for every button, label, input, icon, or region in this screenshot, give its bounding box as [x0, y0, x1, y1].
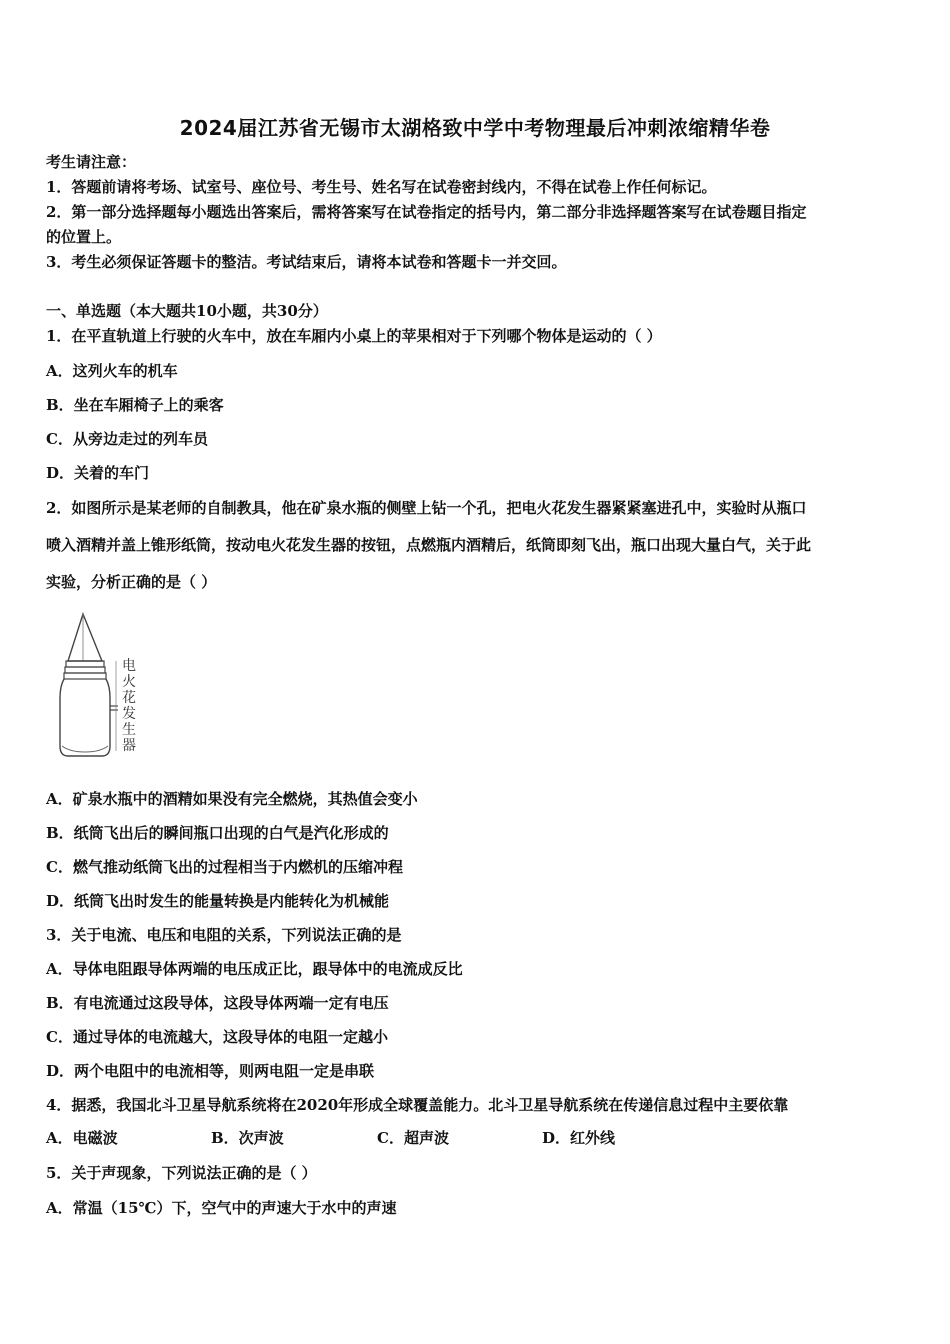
- question-1-stem: 1．在平直轨道上行驶的火车中，放在车厢内小桌上的苹果相对于下列哪个物体是运动的（ ）: [46, 327, 662, 345]
- question-2-option-c: C．燃气推动纸筒飞出的过程相当于内燃机的压缩冲程: [46, 858, 403, 876]
- question-3-option-a: A．导体电阻跟导体两端的电压成正比，跟导体中的电流成反比: [46, 960, 463, 978]
- question-3-stem: 3．关于电流、电压和电阻的关系，下列说法正确的是: [46, 926, 402, 944]
- question-1-option-c: C．从旁边走过的列车员: [46, 430, 208, 448]
- question-4-option-d: D．红外线: [542, 1129, 616, 1147]
- figure-label: 电火花发生器: [122, 658, 136, 754]
- question-2-stem: 实验，分析正确的是（ ）: [46, 573, 217, 591]
- notice-heading: 考生请注意：: [46, 153, 137, 171]
- notice-item: 1．答题前请将考场、试室号、座位号、考生号、姓名写在试卷密封线内，不得在试卷上作任何标记。: [46, 178, 717, 196]
- notice-item: 的位置上。: [46, 228, 122, 246]
- question-2-option-d: D．纸筒飞出时发生的能量转换是内能转化为机械能: [46, 892, 390, 910]
- question-1-option-d: D．关着的车门: [46, 464, 150, 482]
- page-title: 2024届江苏省无锡市太湖格致中学中考物理最后冲刺浓缩精华卷: [179, 116, 771, 140]
- question-2-stem: 喷入酒精并盖上锥形纸筒，按动电火花发生器的按钮，点燃瓶内酒精后，纸筒即刻飞出，瓶口出现大量白气，关于此: [46, 536, 812, 554]
- question-1-option-a: A．这列火车的机车: [46, 362, 178, 380]
- question-3-option-b: B．有电流通过这段导体，这段导体两端一定有电压: [46, 994, 389, 1012]
- notice-item: 2．第一部分选择题每小题选出答案后，需将答案写在试卷指定的括号内，第二部分非选择题答案写在试卷题目指定: [46, 203, 807, 221]
- question-4-option-c: C．超声波: [377, 1129, 449, 1147]
- question-5-option-a: A．常温（15℃）下，空气中的声速大于水中的声速: [46, 1199, 397, 1217]
- question-3-option-c: C．通过导体的电流越大，这段导体的电阻一定越小: [46, 1028, 388, 1046]
- question-3-option-d: D．两个电阻中的电流相等，则两电阻一定是串联: [46, 1062, 375, 1080]
- question-2-option-b: B．纸筒飞出后的瞬间瓶口出现的白气是汽化形成的: [46, 824, 389, 842]
- section-heading: 一、单选题（本大题共10小题，共30分）: [46, 302, 328, 320]
- bottle-drawing: [50, 606, 160, 766]
- question-2-stem: 2．如图所示是某老师的自制教具，他在矿泉水瓶的侧壁上钻一个孔，把电火花发生器紧紧塞进孔中，实验时从瓶口: [46, 499, 807, 517]
- question-5-stem: 5．关于声现象，下列说法正确的是（ ）: [46, 1164, 317, 1182]
- spark-generator-bottle-figure: [50, 606, 160, 766]
- question-4-option-a: A．电磁波: [46, 1129, 118, 1147]
- question-4-option-b: B．次声波: [211, 1129, 284, 1147]
- notice-item: 3．考生必须保证答题卡的整洁。考试结束后，请将本试卷和答题卡一并交回。: [46, 253, 567, 271]
- question-2-option-a: A．矿泉水瓶中的酒精如果没有完全燃烧，其热值会变小: [46, 790, 418, 808]
- question-4-stem: 4．据悉，我国北斗卫星导航系统将在2020年形成全球覆盖能力。北斗卫星导航系统在传递信息过程中主要依靠: [46, 1096, 789, 1114]
- question-1-option-b: B．坐在车厢椅子上的乘客: [46, 396, 224, 414]
